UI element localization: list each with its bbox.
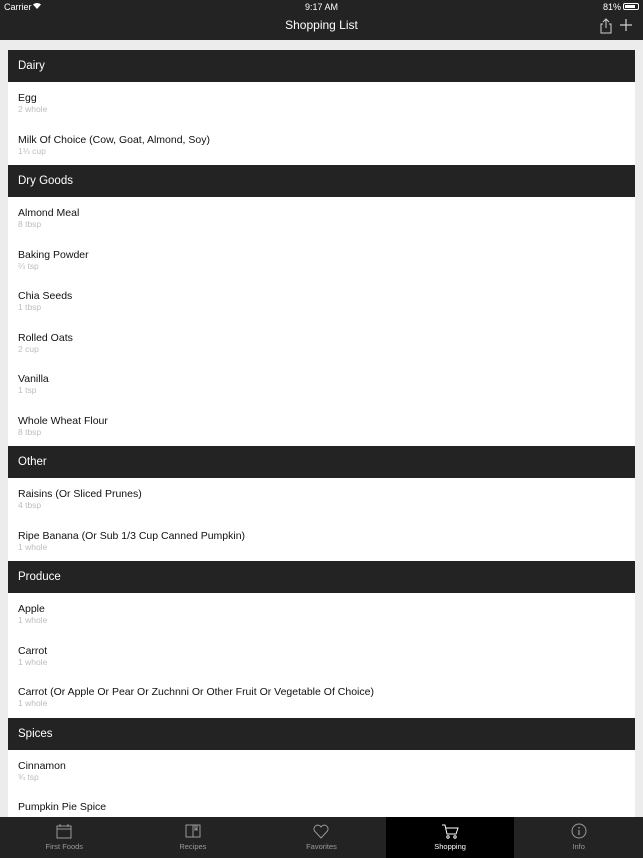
list-item[interactable] bbox=[8, 363, 635, 405]
battery-icon bbox=[623, 3, 639, 10]
list-item[interactable] bbox=[8, 124, 635, 166]
page-title: Shopping List bbox=[285, 18, 358, 32]
list-item[interactable] bbox=[8, 520, 635, 562]
tab-first-foods[interactable] bbox=[0, 817, 129, 858]
item-name: Whole Wheat Flour bbox=[18, 414, 108, 427]
section-header: Dry Goods bbox=[8, 165, 635, 197]
tab-shopping[interactable] bbox=[386, 817, 515, 858]
share-icon[interactable] bbox=[599, 18, 613, 34]
item-name: Carrot (Or Apple Or Pear Or Zuchnni Or Other Fruit Or Vegetable Of Choice) bbox=[18, 686, 374, 698]
info-icon bbox=[570, 823, 588, 839]
item-quantity: 1 whole bbox=[18, 656, 48, 667]
list-item[interactable] bbox=[8, 791, 635, 817]
item-quantity: 1 whole bbox=[18, 698, 48, 708]
item-quantity: 2 cup bbox=[18, 343, 39, 354]
section-header: Dairy bbox=[8, 50, 635, 82]
item-quantity: ¾ tsp bbox=[18, 771, 39, 782]
tab-label: First Foods bbox=[45, 842, 84, 851]
section-header: Spices bbox=[8, 718, 635, 750]
tab-recipes[interactable] bbox=[129, 817, 258, 858]
item-quantity: 1 whole bbox=[18, 541, 48, 552]
item-quantity: 1⅓ cup bbox=[18, 145, 46, 156]
carrier-label: Carrier bbox=[4, 2, 32, 12]
item-name: Apple bbox=[18, 603, 45, 615]
list-item[interactable] bbox=[8, 750, 635, 792]
shopping-list bbox=[8, 50, 635, 817]
list-item[interactable] bbox=[8, 197, 635, 239]
tab-label: Recipes bbox=[179, 842, 207, 851]
item-quantity: 2 whole bbox=[18, 104, 48, 114]
battery-percentage: 81% bbox=[602, 2, 621, 12]
book-icon bbox=[184, 823, 202, 839]
item-quantity: 8 tbsp bbox=[18, 219, 42, 229]
tab-bar bbox=[0, 817, 643, 858]
list-item[interactable] bbox=[8, 593, 635, 635]
list-item[interactable] bbox=[8, 239, 635, 281]
tab-info[interactable] bbox=[514, 817, 643, 858]
shopping-list-view[interactable] bbox=[0, 40, 643, 817]
list-item[interactable] bbox=[8, 82, 635, 124]
item-name: Egg bbox=[18, 92, 37, 104]
list-item[interactable] bbox=[8, 635, 635, 677]
navigation-bar bbox=[0, 13, 643, 40]
item-quantity: 1 tsp bbox=[18, 385, 37, 395]
section-header: Other bbox=[8, 446, 635, 478]
section-header: Produce bbox=[8, 561, 635, 593]
item-name: Cinnamon bbox=[18, 759, 66, 772]
item-name: Vanilla bbox=[18, 373, 49, 385]
list-item[interactable] bbox=[8, 478, 635, 520]
item-name: Pumpkin Pie Spice bbox=[18, 801, 107, 813]
list-item[interactable] bbox=[8, 322, 635, 364]
status-time: 9:17 AM bbox=[304, 2, 339, 12]
calendar-icon bbox=[55, 823, 73, 839]
item-name: Milk Of Choice (Cow, Goat, Almond, Soy) bbox=[18, 133, 210, 146]
tab-label: Favorites bbox=[306, 842, 337, 851]
item-name: Baking Powder bbox=[18, 248, 89, 261]
item-quantity: 4 tbsp bbox=[18, 500, 42, 510]
heart-icon bbox=[312, 823, 330, 839]
item-quantity: 1 whole bbox=[18, 615, 48, 625]
item-quantity: 1 tbsp bbox=[18, 302, 42, 312]
item-name: Rolled Oats bbox=[18, 331, 73, 344]
item-name: Ripe Banana (Or Sub 1/3 Cup Canned Pumpkin) bbox=[18, 529, 246, 542]
list-item[interactable] bbox=[8, 405, 635, 447]
tab-label: Info bbox=[572, 842, 585, 851]
add-icon[interactable] bbox=[618, 17, 634, 33]
tab-favorites[interactable] bbox=[257, 817, 386, 858]
status-bar bbox=[0, 0, 643, 13]
item-quantity: ⅔ tsp bbox=[18, 260, 39, 271]
item-name: Almond Meal bbox=[18, 207, 80, 219]
list-item[interactable] bbox=[8, 676, 635, 718]
item-name: Chia Seeds bbox=[18, 290, 73, 302]
tab-label: Shopping bbox=[434, 842, 466, 851]
cart-icon bbox=[441, 823, 459, 839]
item-name: Carrot bbox=[18, 644, 48, 657]
item-quantity: 8 tbsp bbox=[18, 426, 42, 437]
item-name: Raisins (Or Sliced Prunes) bbox=[18, 488, 142, 500]
list-item[interactable] bbox=[8, 280, 635, 322]
